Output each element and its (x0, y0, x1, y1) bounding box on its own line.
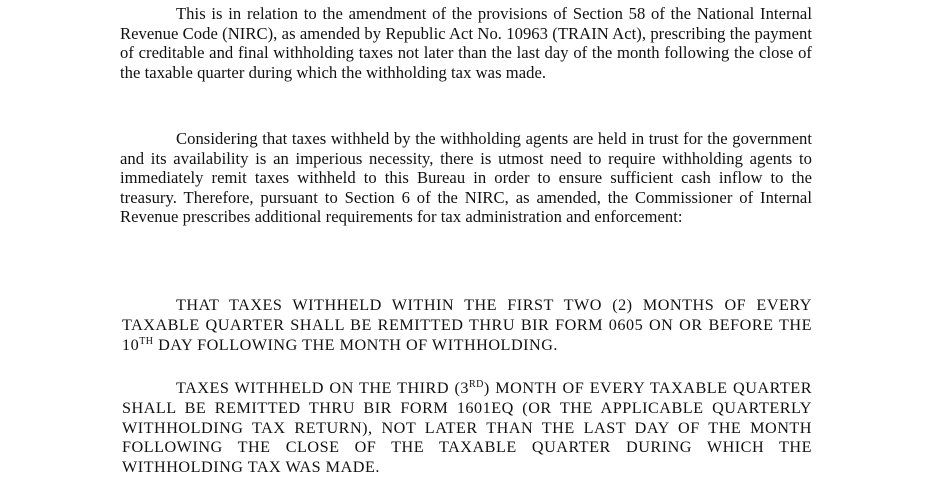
paragraph-first-two-months-rule (122, 296, 812, 355)
rule-text-end: DAY FOLLOWING THE MONTH OF WITHHOLDING. (153, 335, 558, 354)
rule-text-start: THAT TAXES WITHHELD WITHIN THE FIRST TWO (2) MONTHS OF EVERY TAXABLE QUARTER SHALL BE REMITTED THRU BIR FORM 0605 ON OR BEFORE THE 10 (122, 296, 812, 354)
paragraph-amendment-reference: This is in relation to the amendment of the provisions of Section 58 of the National Internal Revenue Code (NIRC), as amended by Republic Act No. 10963 (TRAIN Act), prescribing the payment of creditable and final withholding taxes not later than the last day of the month following the close of the taxable quarter during which the withholding tax was made. (120, 4, 812, 82)
paragraph-third-month-rule (122, 379, 812, 478)
ordinal-superscript: RD (468, 379, 484, 390)
ordinal-superscript: TH (139, 335, 154, 347)
paragraph-considering: Considering that taxes withheld by the withholding agents are held in trust for the government and its availability is an imperious necessity, there is utmost need to require withholding agents to immediately remit taxes withheld to this Bureau in order to ensure sufficient cash inflow to the treasury. Therefore, pursuant to Section 6 of the NIRC, as amended, the Commissioner of Internal Revenue prescribes additional requirements for tax administration and enforcement: (120, 129, 812, 227)
rule-text-start: TAXES WITHHELD ON THE THIRD (3 (176, 379, 469, 397)
rule-text-end: ) MONTH OF EVERY TAXABLE QUARTER SHALL BE REMITTED THRU BIR FORM 1601EQ (OR THE APPLICABLE QUARTERLY WITHHOLDING TAX RETURN), NOT LATER THAN THE LAST DAY OF THE MONTH FOLLOWING THE CLOSE OF THE TAXABLE QUARTER DURING WHICH THE WITHHOLDING TAX WAS MADE. (122, 379, 812, 477)
